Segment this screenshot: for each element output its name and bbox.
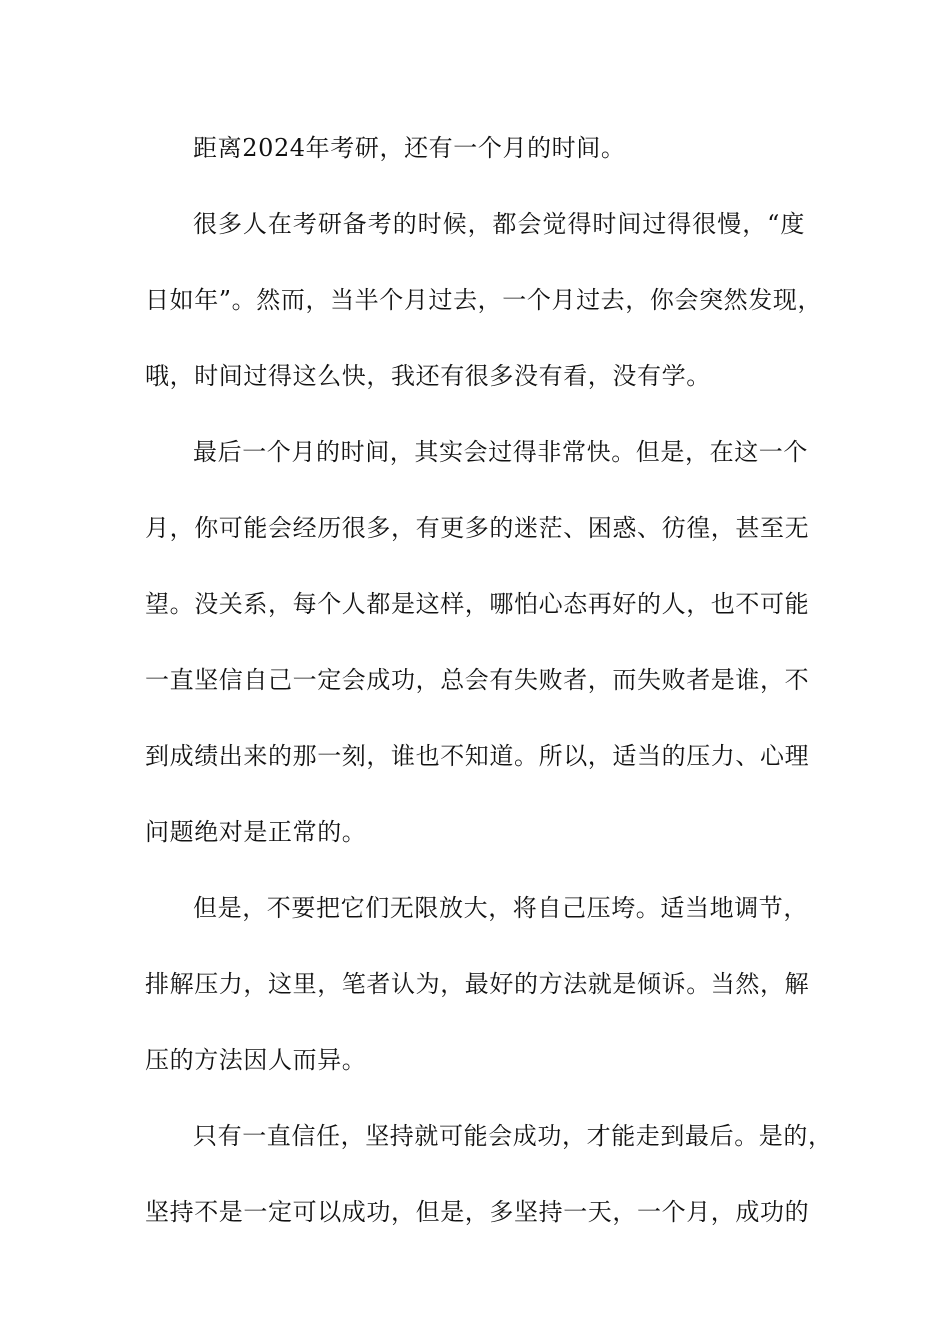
paragraph-3-line-4: 一直坚信自己一定会成功，总会有失败者，而失败者是谁，不: [145, 666, 810, 694]
paragraph-2-line-3: 哦，时间过得这么快，我还有很多没有看，没有学。: [145, 362, 711, 390]
paragraph-4-line-2: 排解压力，这里，笔者认为，最好的方法就是倾诉。当然，解: [145, 970, 810, 998]
paragraph-3-line-6: 问题绝对是正常的。: [145, 818, 367, 846]
paragraph-5-line-2: 坚持不是一定可以成功，但是，多坚持一天，一个月，成功的: [145, 1198, 810, 1226]
paragraph-5-line-1: 只有一直信任，坚持就可能会成功，才能走到最后。是的，: [193, 1122, 833, 1150]
paragraph-2-line-2: 日如年”。然而，当半个月过去，一个月过去，你会突然发现，: [145, 286, 823, 314]
paragraph-3-line-5: 到成绩出来的那一刻，谁也不知道。所以，适当的压力、心理: [145, 742, 810, 770]
paragraph-2-line-1: 很多人在考研备考的时候，都会觉得时间过得很慢，“度: [193, 210, 805, 238]
paragraph-4-line-3: 压的方法因人而异。: [145, 1046, 367, 1074]
document-body: [145, 128, 833, 1268]
paragraph-3-line-1: 最后一个月的时间，其实会过得非常快。但是，在这一个: [193, 438, 808, 466]
paragraph-3-line-3: 望。没关系，每个人都是这样，哪怕心态再好的人，也不可能: [145, 590, 810, 618]
paragraph-4-line-1: 但是，不要把它们无限放大，将自己压垮。适当地调节，: [193, 894, 808, 922]
paragraph-1-line-1: 距离2024年考研，还有一个月的时间。: [193, 134, 626, 162]
paragraph-3-line-2: 月，你可能会经历很多，有更多的迷茫、困惑、彷徨，甚至无: [145, 514, 810, 542]
